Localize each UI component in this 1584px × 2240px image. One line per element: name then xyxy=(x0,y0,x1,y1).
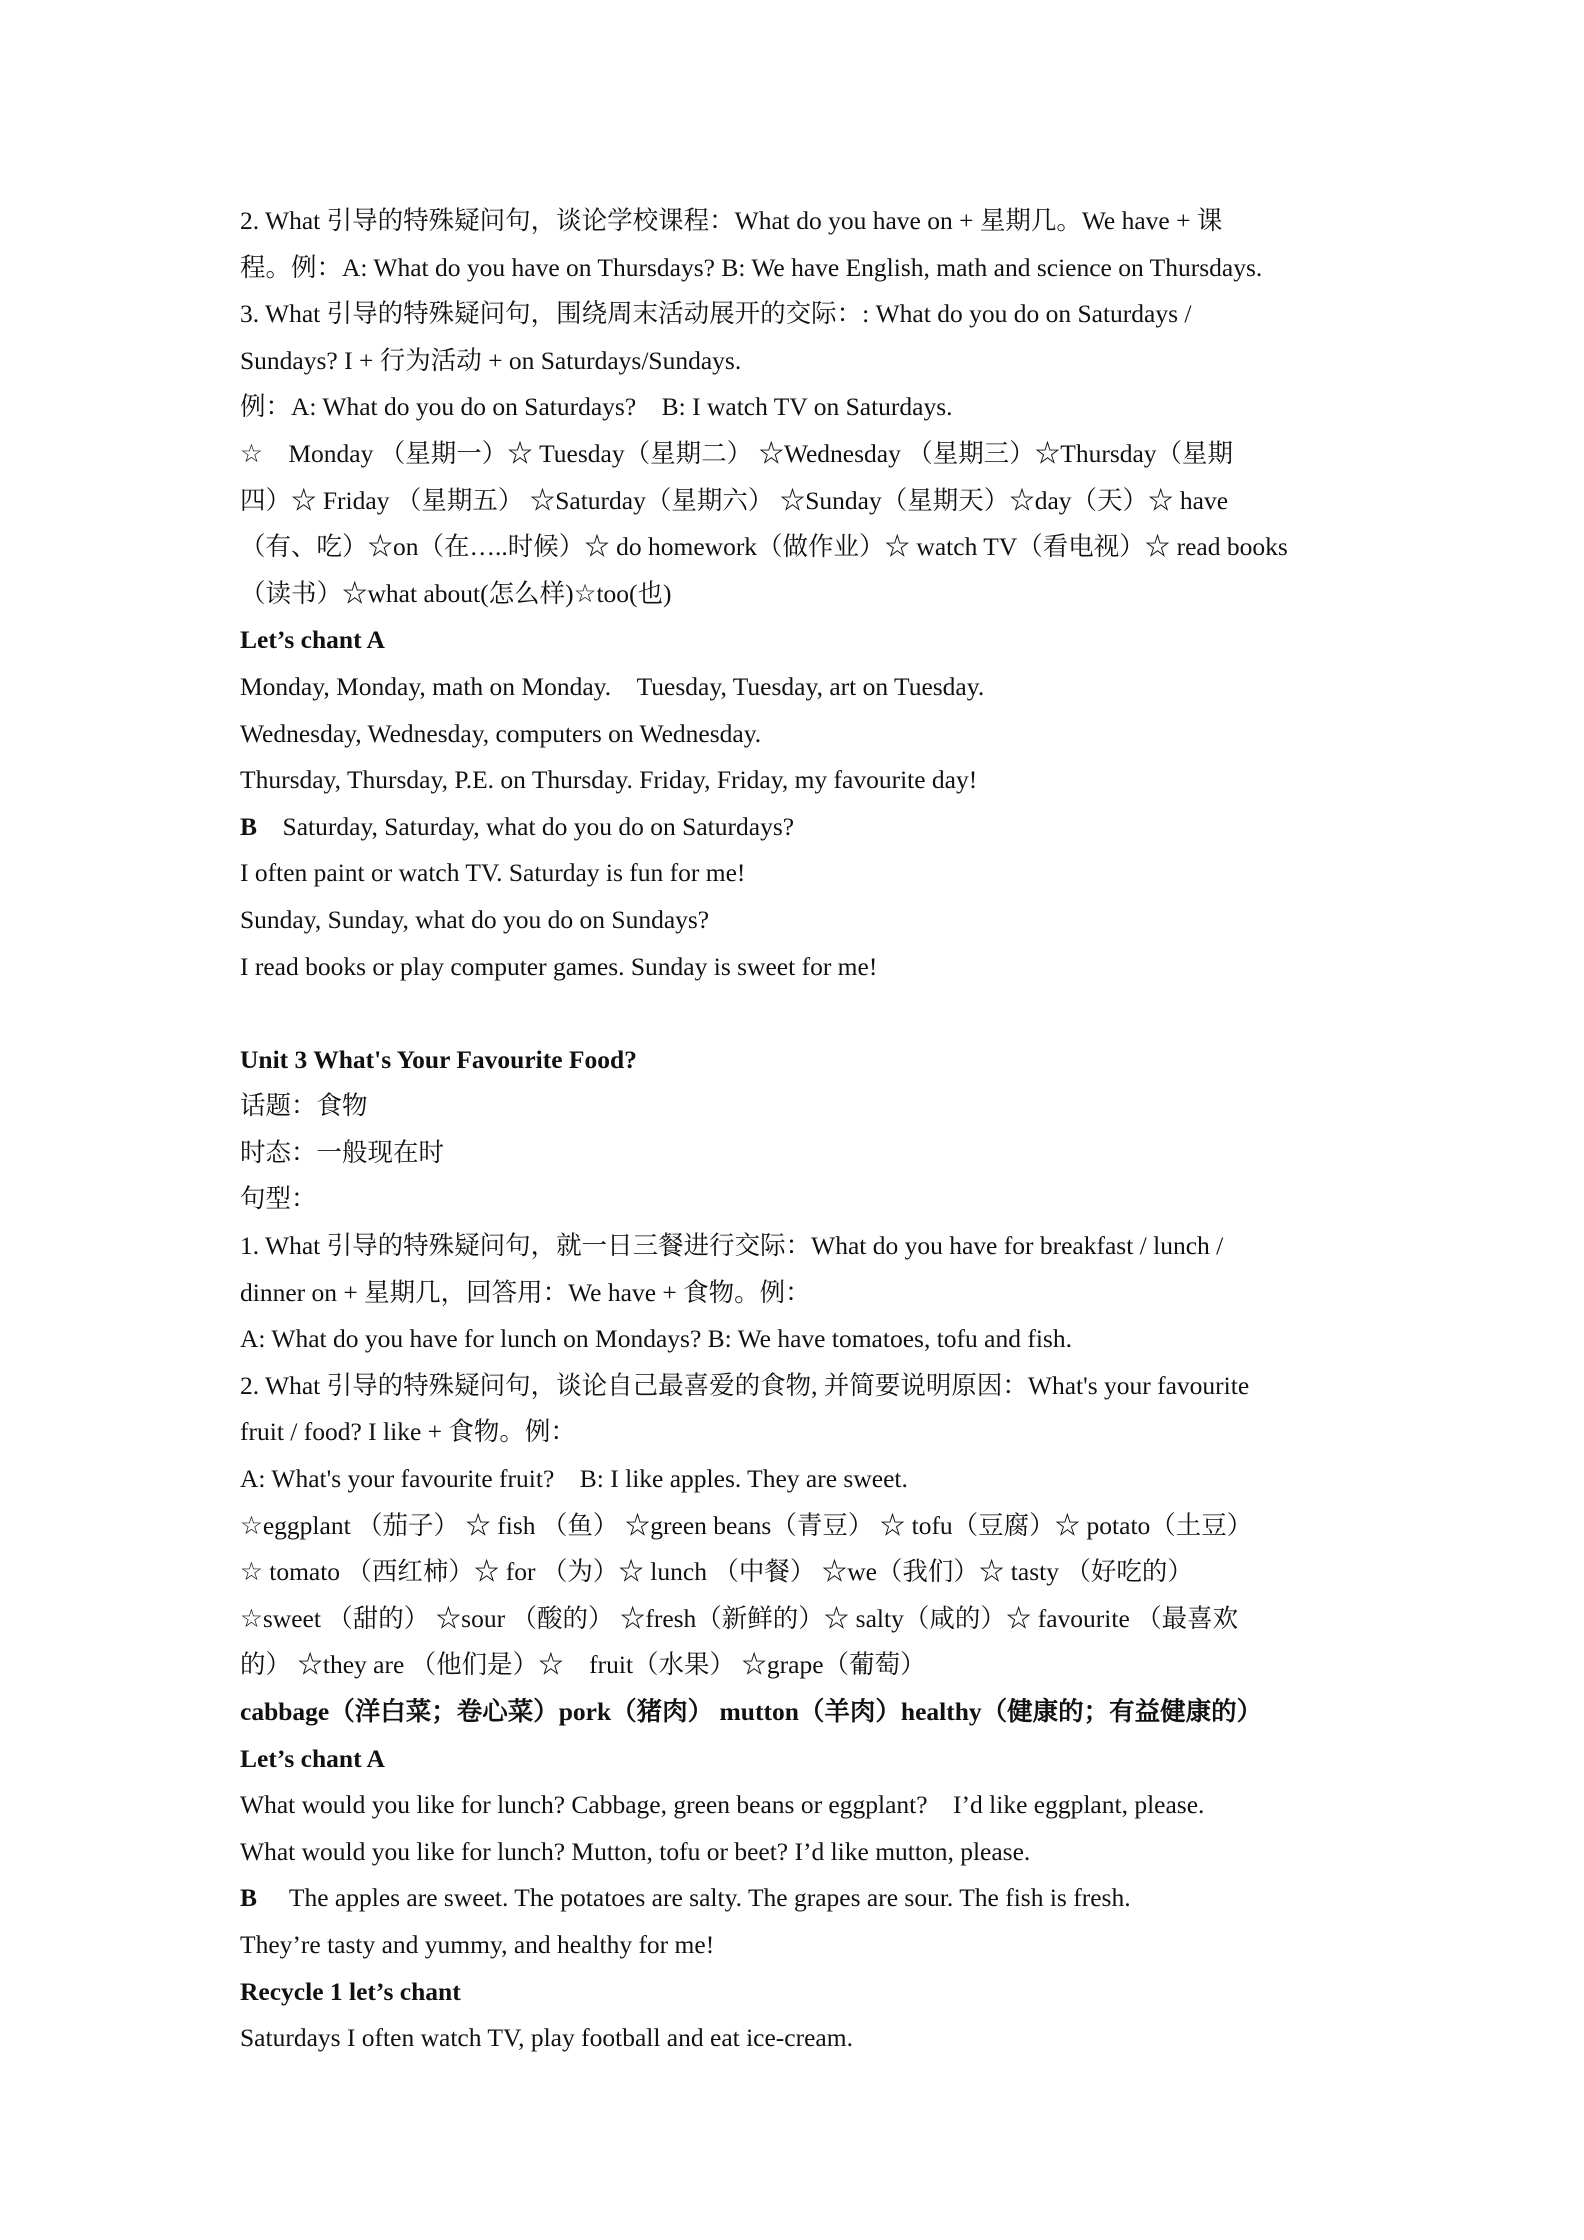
text-line: 3. What 引导的特殊疑问句，围绕周末活动展开的交际：: What do you do on Saturdays / xyxy=(240,299,1192,329)
text-line: 话题：食物 xyxy=(240,1091,368,1121)
section-heading: Let’s chant A xyxy=(240,625,385,655)
text-line: fruit / food? I like + 食物。例： xyxy=(240,1417,576,1447)
blank-line xyxy=(240,990,1350,1037)
chant-line: Saturdays I often watch TV, play football and eat ice-cream. xyxy=(240,2023,853,2053)
text-line: 句型： xyxy=(240,1184,317,1214)
vocabulary-line: （读书）☆what about(怎么样)☆too(也) xyxy=(240,578,672,608)
document-body xyxy=(240,198,1350,2062)
text-line: dinner on + 星期几，回答用：We have + 食物。例： xyxy=(240,1277,811,1307)
text-line: 时态：一般现在时 xyxy=(240,1137,445,1167)
chant-text: The apples are sweet. The potatoes are salty. The grapes are sour. The fish is fresh. xyxy=(288,1883,1131,1913)
chant-line: I often paint or watch TV. Saturday is fun for me! xyxy=(240,858,746,888)
chant-line: Thursday, Thursday, P.E. on Thursday. Friday, Friday, my favourite day! xyxy=(240,765,978,795)
part-label: B xyxy=(240,1883,258,1913)
vocabulary-line-bold: cabbage（洋白菜；卷心菜）pork（猪肉） mutton（羊肉）healthy（健康的；有益健康的） xyxy=(240,1697,1263,1726)
text-line: A: What's your favourite fruit? B: I like apples. They are sweet. xyxy=(240,1464,908,1494)
chant-text: Saturday, Saturday, what do you do on Saturdays? xyxy=(282,811,795,841)
text-line: Sundays? I + 行为活动 + on Saturdays/Sundays. xyxy=(240,345,742,375)
vocabulary-line: ☆ Monday （星期一）☆ Tuesday（星期二） ☆Wednesday （星期三）☆Thursday（星期 xyxy=(240,438,1234,468)
vocabulary-line: ☆ tomato （西红柿）☆ for （为）☆ lunch （中餐） ☆we（我们）☆ tasty （好吃的） xyxy=(240,1557,1193,1587)
text-line: 2. What 引导的特殊疑问句，谈论学校课程：What do you have on + 星期几。We have + 课 xyxy=(240,206,1223,235)
vocabulary-line: ☆sweet （甜的） ☆sour （酸的） ☆fresh（新鲜的）☆ salty（咸的）☆ favourite （最喜欢 xyxy=(240,1603,1239,1633)
text-line: 2. What 引导的特殊疑问句，谈论自己最喜爱的食物, 并简要说明原因：What's your favourite xyxy=(240,1370,1250,1400)
section-heading: Recycle 1 let’s chant xyxy=(240,1976,461,2006)
chant-line: What would you like for lunch? Cabbage, green beans or eggplant? I’d like eggplant, please. xyxy=(240,1790,1205,1820)
chant-line: Sunday, Sunday, what do you do on Sundays? xyxy=(240,904,710,934)
text-line: 例：A: What do you do on Saturdays? B: I watch TV on Saturdays. xyxy=(240,392,953,422)
chant-line: What would you like for lunch? Mutton, tofu or beet? I’d like mutton, please. xyxy=(240,1836,1031,1866)
text-line: 程。例：A: What do you have on Thursdays? B: We have English, math and science on Thursdays. xyxy=(240,252,1263,282)
section-heading: Let’s chant A xyxy=(240,1743,385,1773)
chant-line xyxy=(240,804,1350,851)
chant-line: Wednesday, Wednesday, computers on Wednesday. xyxy=(240,718,762,748)
chant-line xyxy=(240,1875,1350,1922)
vocabulary-line: 的） ☆they are （他们是）☆ fruit（水果） ☆grape（葡萄） xyxy=(240,1650,926,1680)
vocabulary-line: 四）☆ Friday （星期五） ☆Saturday（星期六） ☆Sunday（星期天）☆day（天）☆ have xyxy=(240,485,1229,515)
chant-line: I read books or play computer games. Sunday is sweet for me! xyxy=(240,951,878,981)
text-line: A: What do you have for lunch on Mondays? B: We have tomatoes, tofu and fish. xyxy=(240,1324,1072,1354)
vocabulary-line: ☆eggplant （茄子） ☆ fish （鱼） ☆green beans（青豆） ☆ tofu（豆腐）☆ potato（土豆） xyxy=(240,1510,1253,1540)
text-line: 1. What 引导的特殊疑问句，就一日三餐进行交际：What do you have for breakfast / lunch / xyxy=(240,1231,1224,1261)
vocabulary-line: （有、吃）☆on（在…..时候）☆ do homework（做作业）☆ watch TV（看电视）☆ read books xyxy=(240,532,1288,562)
unit-title: Unit 3 What's Your Favourite Food? xyxy=(240,1044,637,1074)
part-label: B xyxy=(240,811,258,841)
chant-line: They’re tasty and yummy, and healthy for me! xyxy=(240,1929,715,1959)
chant-line: Monday, Monday, math on Monday. Tuesday, Tuesday, art on Tuesday. xyxy=(240,671,985,701)
